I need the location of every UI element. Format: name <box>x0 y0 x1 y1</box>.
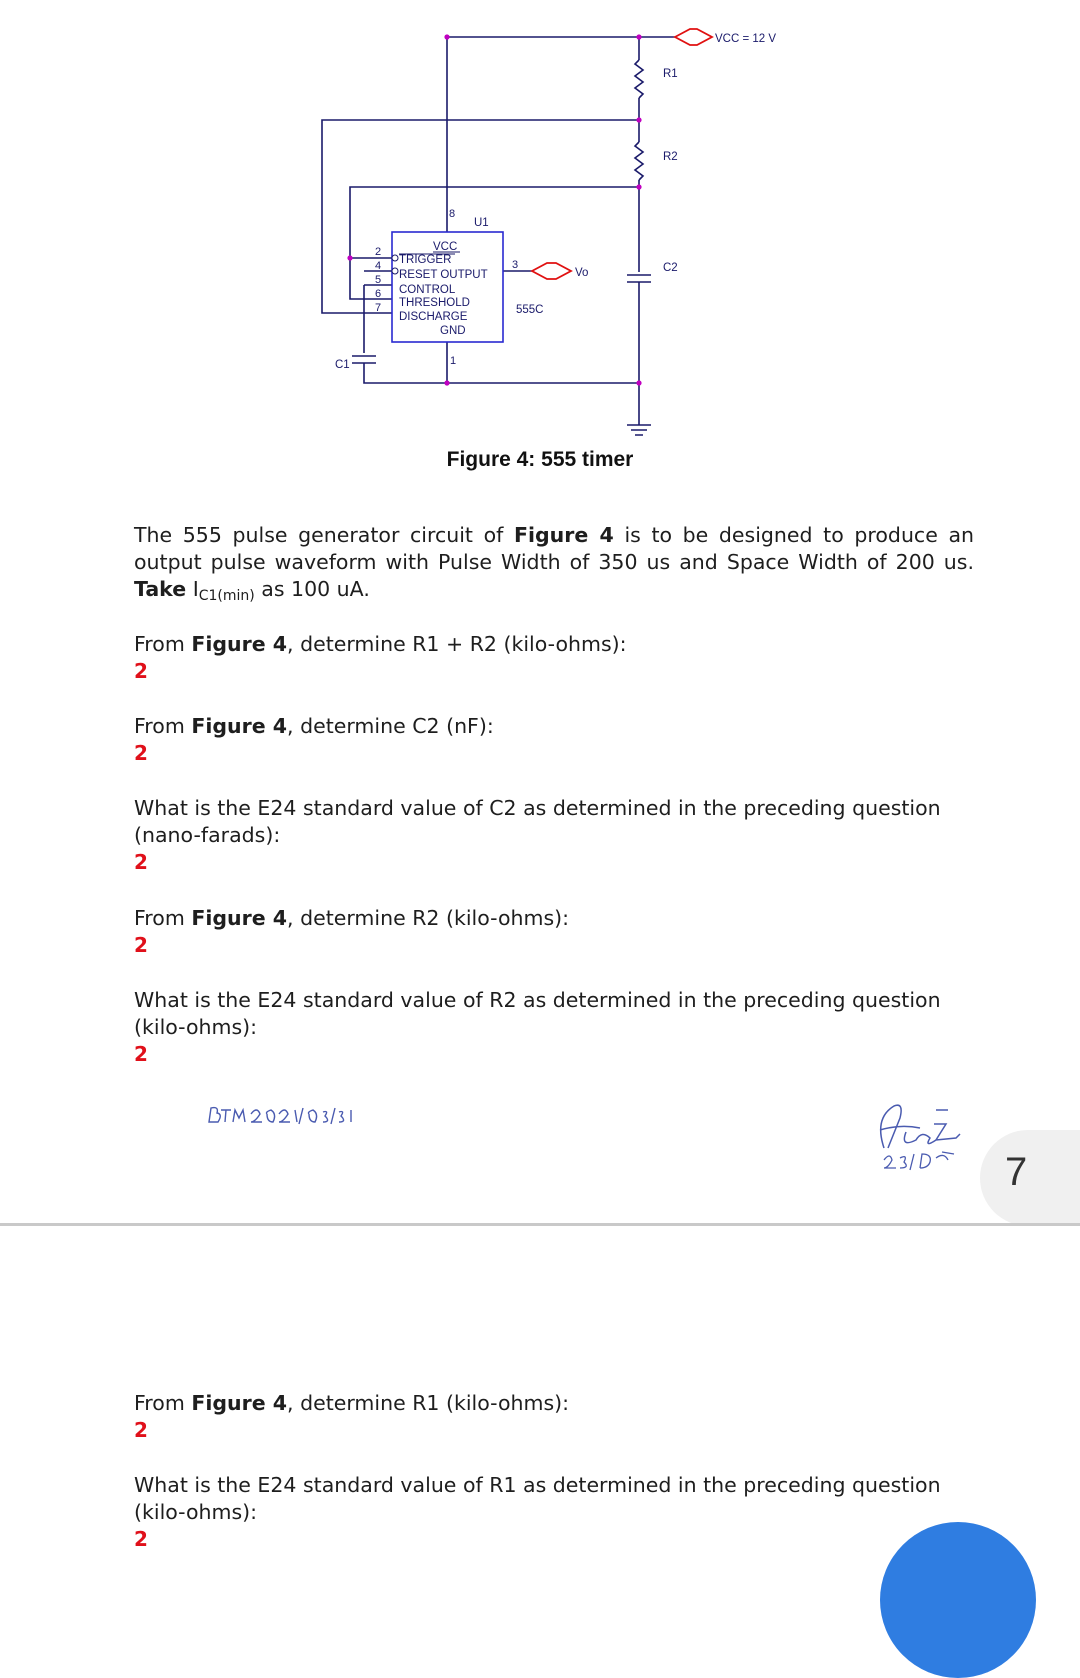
u1-label: U1 <box>474 217 489 229</box>
pin-7-label: 7 <box>375 302 382 314</box>
page-divider <box>0 1223 1080 1226</box>
question-c2: From Figure 4, determine C2 (nF): 2 <box>134 713 979 767</box>
answer-value: 2 <box>134 1042 148 1066</box>
vo-label: Vo <box>575 267 589 279</box>
answer-value: 2 <box>134 850 148 874</box>
chip-pin-threshold: THRESHOLD <box>399 297 470 309</box>
answer-value: 2 <box>134 1527 148 1551</box>
circuit-schematic <box>0 0 1080 445</box>
answer-value: 2 <box>134 741 148 765</box>
pin-2-label: 2 <box>375 246 382 258</box>
answer-value: 2 <box>134 659 148 683</box>
r1-label: R1 <box>663 68 678 80</box>
question-c2-e24: What is the E24 standard value of C2 as determined in the preceding question (nano-farads): 2 <box>134 795 979 876</box>
handwritten-stamp <box>205 1100 355 1128</box>
page-number-badge <box>980 1130 1080 1226</box>
r2-label: R2 <box>663 151 678 163</box>
pin-3-label: 3 <box>512 259 519 271</box>
chip-pin-control: CONTROL <box>399 284 456 296</box>
c2-label: C2 <box>663 262 678 274</box>
chip-pin-reset-output: RESET OUTPUT <box>399 269 488 281</box>
problem-statement: The 555 pulse generator circuit of Figure 4 is to be designed to produce an output pulse waveform with Pulse Width of 350 us and Space Width of 200 us. Take $I_{C1(min)}$ as 100 uA. <box>134 523 975 604</box>
pin-6-label: 6 <box>375 288 382 300</box>
chip-pin-gnd: GND <box>440 325 466 337</box>
chip-pin-discharge: DISCHARGE <box>399 311 468 323</box>
pin-8-label: 8 <box>449 208 456 220</box>
question-r1-plus-r2: From Figure 4, determine R1 + R2 (kilo-ohms): 2 <box>134 631 979 685</box>
figure-caption: Figure 4: 555 timer <box>446 448 634 471</box>
chip-pin-vcc: VCC <box>433 241 458 253</box>
chip-pin-trigger: TRIGGER <box>399 254 452 266</box>
floating-action-button[interactable] <box>880 1522 1036 1678</box>
handwritten-signature <box>870 1088 980 1178</box>
question-r2: From Figure 4, determine R2 (kilo-ohms): 2 <box>134 905 979 959</box>
c1-label: C1 <box>335 359 350 371</box>
pin-1-label: 1 <box>450 355 457 367</box>
question-r1-e24: What is the E24 standard value of R1 as determined in the preceding question (kilo-ohms): 2 <box>134 1472 979 1553</box>
pin-4-label: 4 <box>375 260 382 272</box>
question-r1: From Figure 4, determine R1 (kilo-ohms): 2 <box>134 1390 979 1444</box>
vcc-label: VCC = 12 V <box>715 33 777 45</box>
question-r2-e24: What is the E24 standard value of R2 as determined in the preceding question (kilo-ohms): 2 <box>134 987 979 1068</box>
answer-value: 2 <box>134 1418 148 1442</box>
pin-5-label: 5 <box>375 274 382 286</box>
answer-value: 2 <box>134 933 148 957</box>
chip-label: 555C <box>516 304 544 316</box>
page-number: 7 <box>1005 1150 1028 1194</box>
